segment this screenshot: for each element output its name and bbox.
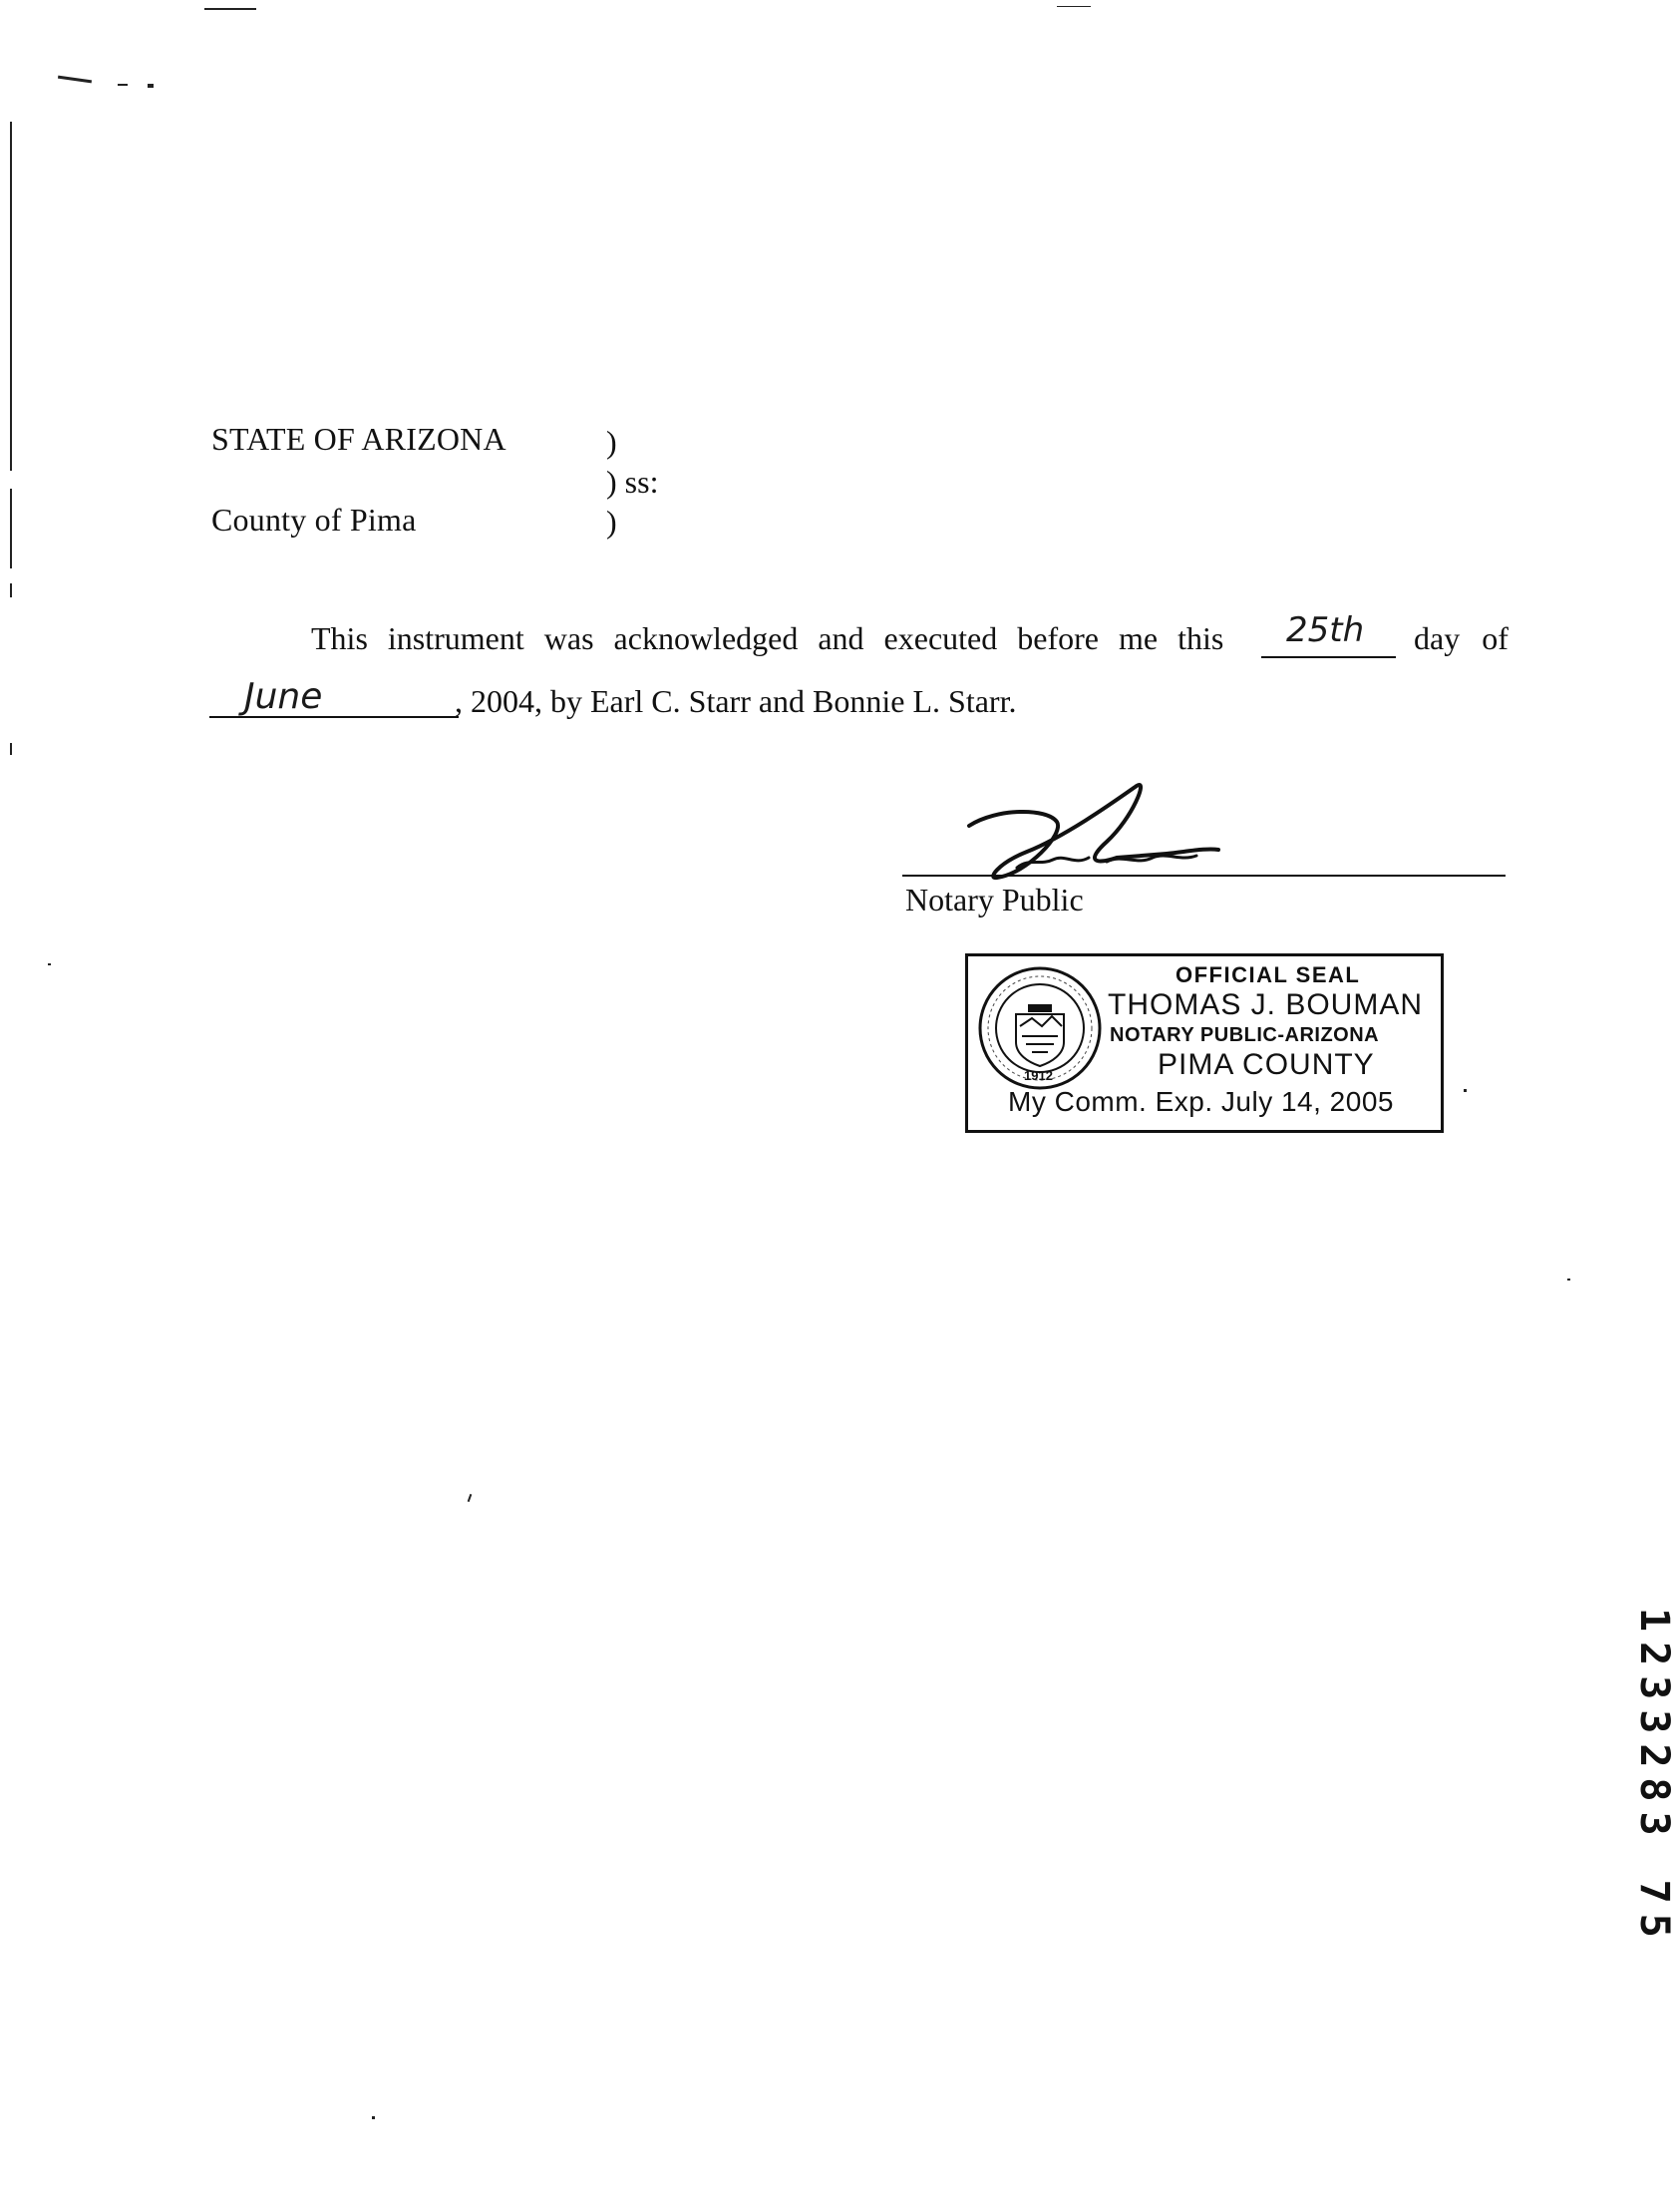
acknowledgment-text: This instrument was acknowledged and executed before me this [311, 620, 1224, 656]
left-margin-rule [10, 122, 12, 471]
scan-artifact-speck [1567, 1279, 1570, 1281]
month-handwritten: June [244, 676, 323, 717]
county-label: County of Pima [211, 502, 417, 538]
scan-artifact-speck [48, 963, 51, 965]
left-margin-rule [10, 489, 12, 568]
state-label: STATE OF ARIZONA [211, 421, 506, 457]
scan-artifact-top-right [1057, 6, 1091, 7]
recording-number: 1233283 75 [1631, 1608, 1677, 1948]
left-margin-rule [10, 743, 12, 755]
seal-county: PIMA COUNTY [1158, 1048, 1375, 1081]
notary-public-caption: Notary Public [905, 882, 1084, 918]
scan-artifact-seal-dot [1464, 1089, 1467, 1092]
seal-notary-title: NOTARY PUBLIC-ARIZONA [1110, 1024, 1380, 1046]
day-blank [1261, 656, 1396, 658]
scan-artifact-top-left [204, 8, 256, 10]
scan-artifact-speck [372, 2116, 375, 2119]
day-handwritten: 25th [1286, 610, 1365, 650]
signature-line [902, 875, 1506, 877]
venue-paren-bottom: ) [606, 504, 617, 540]
scan-artifact-corner-dot [148, 84, 154, 88]
seal-emblem-year: 1912 [1024, 1068, 1053, 1083]
scan-artifact-speck [468, 1494, 473, 1502]
official-seal-stamp [965, 953, 1444, 1133]
scan-artifact-corner [58, 76, 92, 84]
notary-signature [957, 778, 1276, 888]
seal-heading: OFFICIAL SEAL [1176, 962, 1361, 987]
seal-notary-name: THOMAS J. BOUMAN [1108, 988, 1424, 1021]
left-margin-rule [10, 583, 12, 597]
scan-artifact-corner-dot [118, 84, 128, 86]
acknowledgment-parties: , 2004, by Earl C. Starr and Bonnie L. Starr. [455, 683, 1017, 719]
seal-commission-expiration: My Comm. Exp. July 14, 2005 [1008, 1086, 1394, 1117]
venue-paren-ss: ) ss: [606, 464, 659, 500]
venue-paren-top: ) [606, 424, 617, 460]
day-of-text: day of [1414, 620, 1509, 656]
